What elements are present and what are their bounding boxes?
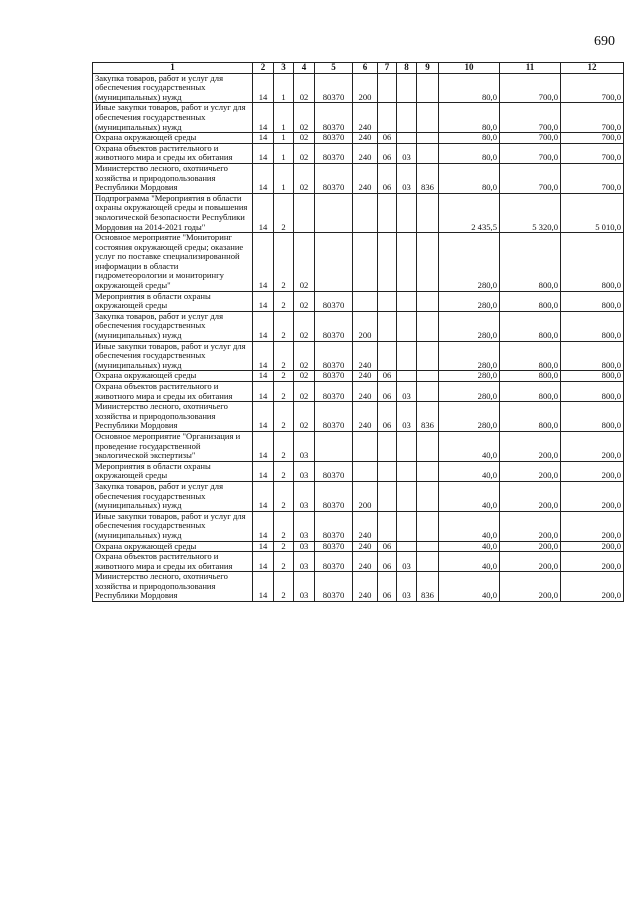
amount-10-cell: 280,0 xyxy=(439,311,500,341)
amount-11-cell: 700,0 xyxy=(500,163,561,193)
code-8-cell xyxy=(397,193,417,232)
amount-10-cell: 280,0 xyxy=(439,291,500,311)
code-6-cell: 240 xyxy=(353,382,378,402)
description-cell: Мероприятия в области охраны окружающей среды xyxy=(93,461,253,481)
description-cell: Иные закупки товаров, работ и услуг для обеспечения государственных (муниципальных) нужд xyxy=(93,341,253,371)
code-2-cell: 14 xyxy=(253,163,274,193)
code-4-cell: 02 xyxy=(294,233,315,292)
col-header: 10 xyxy=(439,63,500,74)
code-5-cell xyxy=(315,233,353,292)
code-3-cell: 2 xyxy=(274,552,294,572)
code-6-cell: 240 xyxy=(353,143,378,163)
code-9-cell xyxy=(417,541,439,552)
code-8-cell xyxy=(397,291,417,311)
code-7-cell xyxy=(378,431,397,461)
code-8-cell xyxy=(397,73,417,103)
code-3-cell: 2 xyxy=(274,382,294,402)
table-row xyxy=(93,431,624,461)
code-7-cell: 06 xyxy=(378,572,397,602)
description-cell: Закупка товаров, работ и услуг для обеспечения государственных (муниципальных) нужд xyxy=(93,481,253,511)
code-4-cell: 02 xyxy=(294,371,315,382)
code-2-cell: 14 xyxy=(253,382,274,402)
table-row xyxy=(93,552,624,572)
table-row xyxy=(93,402,624,432)
code-5-cell: 80370 xyxy=(315,552,353,572)
code-3-cell: 2 xyxy=(274,193,294,232)
code-2-cell: 14 xyxy=(253,371,274,382)
description-cell: Иные закупки товаров, работ и услуг для обеспечения государственных (муниципальных) нужд xyxy=(93,103,253,133)
code-7-cell xyxy=(378,103,397,133)
amount-10-cell: 40,0 xyxy=(439,552,500,572)
description-cell: Охрана окружающей среды xyxy=(93,541,253,552)
code-9-cell: 836 xyxy=(417,163,439,193)
code-3-cell: 2 xyxy=(274,311,294,341)
amount-10-cell: 280,0 xyxy=(439,402,500,432)
code-4-cell: 02 xyxy=(294,341,315,371)
amount-10-cell: 40,0 xyxy=(439,481,500,511)
amount-12-cell: 700,0 xyxy=(561,73,624,103)
code-6-cell xyxy=(353,233,378,292)
code-6-cell: 240 xyxy=(353,511,378,541)
code-3-cell: 1 xyxy=(274,73,294,103)
col-header: 2 xyxy=(253,63,274,74)
amount-11-cell: 700,0 xyxy=(500,133,561,144)
code-8-cell xyxy=(397,541,417,552)
amount-12-cell: 800,0 xyxy=(561,291,624,311)
code-3-cell: 2 xyxy=(274,572,294,602)
code-7-cell: 06 xyxy=(378,163,397,193)
code-6-cell xyxy=(353,431,378,461)
table-row xyxy=(93,461,624,481)
table-row xyxy=(93,193,624,232)
code-7-cell: 06 xyxy=(378,541,397,552)
description-cell: Закупка товаров, работ и услуг для обеспечения государственных (муниципальных) нужд xyxy=(93,311,253,341)
code-6-cell: 240 xyxy=(353,371,378,382)
col-header: 4 xyxy=(294,63,315,74)
code-4-cell: 03 xyxy=(294,511,315,541)
code-2-cell: 14 xyxy=(253,133,274,144)
code-7-cell xyxy=(378,481,397,511)
amount-11-cell: 800,0 xyxy=(500,291,561,311)
description-cell: Мероприятия в области охраны окружающей среды xyxy=(93,291,253,311)
amount-10-cell: 40,0 xyxy=(439,541,500,552)
amount-11-cell: 800,0 xyxy=(500,402,561,432)
table-row xyxy=(93,291,624,311)
code-4-cell: 03 xyxy=(294,461,315,481)
code-8-cell xyxy=(397,371,417,382)
code-8-cell: 03 xyxy=(397,143,417,163)
code-5-cell: 80370 xyxy=(315,311,353,341)
code-9-cell xyxy=(417,103,439,133)
code-7-cell: 06 xyxy=(378,371,397,382)
code-5-cell: 80370 xyxy=(315,461,353,481)
code-9-cell xyxy=(417,552,439,572)
amount-10-cell: 40,0 xyxy=(439,461,500,481)
code-4-cell: 02 xyxy=(294,291,315,311)
code-2-cell: 14 xyxy=(253,572,274,602)
amount-11-cell: 800,0 xyxy=(500,233,561,292)
amount-10-cell: 280,0 xyxy=(439,233,500,292)
table-row xyxy=(93,371,624,382)
code-4-cell: 03 xyxy=(294,541,315,552)
code-8-cell: 03 xyxy=(397,402,417,432)
code-6-cell: 240 xyxy=(353,103,378,133)
table-row xyxy=(93,572,624,602)
description-cell: Основное мероприятие "Организация и проведение государственной экологической экспертизы" xyxy=(93,431,253,461)
code-3-cell: 1 xyxy=(274,133,294,144)
col-header: 11 xyxy=(500,63,561,74)
amount-11-cell: 200,0 xyxy=(500,461,561,481)
code-4-cell: 02 xyxy=(294,311,315,341)
amount-10-cell: 80,0 xyxy=(439,103,500,133)
code-8-cell xyxy=(397,233,417,292)
description-cell: Министерство лесного, охотничьего хозяйства и природопользования Республики Мордовия xyxy=(93,163,253,193)
code-9-cell xyxy=(417,291,439,311)
code-4-cell: 02 xyxy=(294,103,315,133)
code-9-cell xyxy=(417,461,439,481)
table-row xyxy=(93,311,624,341)
table-row xyxy=(93,341,624,371)
code-7-cell xyxy=(378,461,397,481)
description-cell: Закупка товаров, работ и услуг для обеспечения государственных (муниципальных) нужд xyxy=(93,73,253,103)
code-6-cell: 200 xyxy=(353,73,378,103)
code-2-cell: 14 xyxy=(253,552,274,572)
code-3-cell: 2 xyxy=(274,402,294,432)
amount-12-cell: 200,0 xyxy=(561,541,624,552)
amount-12-cell: 200,0 xyxy=(561,552,624,572)
code-8-cell xyxy=(397,311,417,341)
amount-11-cell: 200,0 xyxy=(500,541,561,552)
code-5-cell xyxy=(315,193,353,232)
code-9-cell: 836 xyxy=(417,572,439,602)
code-3-cell: 2 xyxy=(274,541,294,552)
code-4-cell: 02 xyxy=(294,382,315,402)
description-cell: Охрана объектов растительного и животного мира и среды их обитания xyxy=(93,143,253,163)
description-cell: Подпрограмма "Мероприятия в области охраны окружающей среды и повышения экологической безопасности Республики Мордовия на 2014-2021 годы" xyxy=(93,193,253,232)
code-4-cell: 02 xyxy=(294,163,315,193)
code-3-cell: 1 xyxy=(274,163,294,193)
code-2-cell: 14 xyxy=(253,193,274,232)
code-5-cell: 80370 xyxy=(315,371,353,382)
code-8-cell xyxy=(397,461,417,481)
code-9-cell xyxy=(417,341,439,371)
amount-11-cell: 700,0 xyxy=(500,73,561,103)
code-7-cell xyxy=(378,341,397,371)
code-8-cell: 03 xyxy=(397,552,417,572)
code-9-cell xyxy=(417,143,439,163)
amount-12-cell: 800,0 xyxy=(561,382,624,402)
code-9-cell xyxy=(417,481,439,511)
col-header: 8 xyxy=(397,63,417,74)
code-4-cell: 02 xyxy=(294,402,315,432)
code-5-cell xyxy=(315,431,353,461)
code-8-cell: 03 xyxy=(397,163,417,193)
code-5-cell: 80370 xyxy=(315,402,353,432)
code-5-cell: 80370 xyxy=(315,541,353,552)
code-7-cell: 06 xyxy=(378,552,397,572)
amount-11-cell: 700,0 xyxy=(500,143,561,163)
code-2-cell: 14 xyxy=(253,402,274,432)
code-3-cell: 2 xyxy=(274,341,294,371)
amount-10-cell: 280,0 xyxy=(439,382,500,402)
code-9-cell xyxy=(417,511,439,541)
amount-12-cell: 200,0 xyxy=(561,461,624,481)
code-9-cell xyxy=(417,431,439,461)
amount-11-cell: 200,0 xyxy=(500,481,561,511)
amount-11-cell: 800,0 xyxy=(500,371,561,382)
code-2-cell: 14 xyxy=(253,311,274,341)
code-3-cell: 2 xyxy=(274,233,294,292)
code-6-cell: 240 xyxy=(353,133,378,144)
amount-12-cell: 800,0 xyxy=(561,402,624,432)
table-row xyxy=(93,143,624,163)
code-6-cell: 200 xyxy=(353,481,378,511)
amount-11-cell: 200,0 xyxy=(500,572,561,602)
code-3-cell: 2 xyxy=(274,511,294,541)
code-2-cell: 14 xyxy=(253,511,274,541)
code-3-cell: 2 xyxy=(274,461,294,481)
code-4-cell: 03 xyxy=(294,481,315,511)
amount-12-cell: 700,0 xyxy=(561,163,624,193)
amount-10-cell: 80,0 xyxy=(439,73,500,103)
col-header: 6 xyxy=(353,63,378,74)
code-3-cell: 2 xyxy=(274,371,294,382)
code-2-cell: 14 xyxy=(253,541,274,552)
code-2-cell: 14 xyxy=(253,341,274,371)
amount-11-cell: 200,0 xyxy=(500,431,561,461)
amount-10-cell: 40,0 xyxy=(439,572,500,602)
code-6-cell: 240 xyxy=(353,341,378,371)
code-5-cell: 80370 xyxy=(315,163,353,193)
amount-12-cell: 700,0 xyxy=(561,143,624,163)
code-6-cell xyxy=(353,193,378,232)
amount-10-cell: 2 435,5 xyxy=(439,193,500,232)
amount-11-cell: 700,0 xyxy=(500,103,561,133)
code-5-cell: 80370 xyxy=(315,291,353,311)
code-5-cell: 80370 xyxy=(315,572,353,602)
code-2-cell: 14 xyxy=(253,481,274,511)
code-2-cell: 14 xyxy=(253,73,274,103)
code-3-cell: 1 xyxy=(274,103,294,133)
amount-11-cell: 5 320,0 xyxy=(500,193,561,232)
table-row xyxy=(93,541,624,552)
code-5-cell: 80370 xyxy=(315,73,353,103)
code-4-cell: 02 xyxy=(294,73,315,103)
amount-10-cell: 40,0 xyxy=(439,511,500,541)
code-4-cell: 03 xyxy=(294,431,315,461)
amount-11-cell: 800,0 xyxy=(500,341,561,371)
code-9-cell xyxy=(417,193,439,232)
amount-11-cell: 800,0 xyxy=(500,311,561,341)
amount-12-cell: 200,0 xyxy=(561,511,624,541)
table-row xyxy=(93,133,624,144)
code-5-cell: 80370 xyxy=(315,511,353,541)
code-2-cell: 14 xyxy=(253,461,274,481)
code-6-cell: 240 xyxy=(353,163,378,193)
code-8-cell xyxy=(397,103,417,133)
code-6-cell: 240 xyxy=(353,572,378,602)
code-3-cell: 2 xyxy=(274,431,294,461)
col-header: 7 xyxy=(378,63,397,74)
code-5-cell: 80370 xyxy=(315,103,353,133)
code-2-cell: 14 xyxy=(253,103,274,133)
code-7-cell xyxy=(378,291,397,311)
code-5-cell: 80370 xyxy=(315,143,353,163)
header-row xyxy=(93,63,624,74)
code-5-cell: 80370 xyxy=(315,481,353,511)
table-row xyxy=(93,481,624,511)
amount-12-cell: 200,0 xyxy=(561,431,624,461)
amount-12-cell: 5 010,0 xyxy=(561,193,624,232)
code-7-cell: 06 xyxy=(378,402,397,432)
code-9-cell: 836 xyxy=(417,402,439,432)
code-4-cell xyxy=(294,193,315,232)
amount-11-cell: 800,0 xyxy=(500,382,561,402)
amount-10-cell: 280,0 xyxy=(439,341,500,371)
code-8-cell xyxy=(397,341,417,371)
code-7-cell xyxy=(378,193,397,232)
code-7-cell xyxy=(378,73,397,103)
amount-10-cell: 80,0 xyxy=(439,163,500,193)
table-row xyxy=(93,103,624,133)
amount-12-cell: 800,0 xyxy=(561,233,624,292)
table-row xyxy=(93,511,624,541)
amount-11-cell: 200,0 xyxy=(500,511,561,541)
code-8-cell: 03 xyxy=(397,572,417,602)
table-row xyxy=(93,163,624,193)
col-header: 12 xyxy=(561,63,624,74)
code-6-cell: 240 xyxy=(353,541,378,552)
col-header: 5 xyxy=(315,63,353,74)
col-header: 3 xyxy=(274,63,294,74)
code-7-cell xyxy=(378,311,397,341)
amount-12-cell: 800,0 xyxy=(561,341,624,371)
code-7-cell: 06 xyxy=(378,143,397,163)
code-4-cell: 03 xyxy=(294,572,315,602)
code-9-cell xyxy=(417,382,439,402)
code-9-cell xyxy=(417,371,439,382)
col-header: 9 xyxy=(417,63,439,74)
amount-12-cell: 700,0 xyxy=(561,133,624,144)
amount-12-cell: 200,0 xyxy=(561,572,624,602)
amount-12-cell: 800,0 xyxy=(561,311,624,341)
amount-10-cell: 80,0 xyxy=(439,133,500,144)
code-7-cell xyxy=(378,233,397,292)
amount-12-cell: 800,0 xyxy=(561,371,624,382)
code-3-cell: 2 xyxy=(274,481,294,511)
code-4-cell: 03 xyxy=(294,552,315,572)
code-9-cell xyxy=(417,73,439,103)
code-7-cell xyxy=(378,511,397,541)
code-4-cell: 02 xyxy=(294,143,315,163)
table-row xyxy=(93,233,624,292)
amount-10-cell: 80,0 xyxy=(439,143,500,163)
code-9-cell xyxy=(417,133,439,144)
code-2-cell: 14 xyxy=(253,143,274,163)
description-cell: Основное мероприятие "Мониторинг состояния окружающей среды; оказание услуг по поставке специализированной информации в области гидрометеорологии и мониторингу окружающей среды" xyxy=(93,233,253,292)
code-2-cell: 14 xyxy=(253,431,274,461)
code-8-cell xyxy=(397,431,417,461)
code-6-cell: 240 xyxy=(353,402,378,432)
description-cell: Министерство лесного, охотничьего хозяйства и природопользования Республики Мордовия xyxy=(93,572,253,602)
amount-11-cell: 200,0 xyxy=(500,552,561,572)
description-cell: Охрана объектов растительного и животного мира и среды их обитания xyxy=(93,382,253,402)
code-8-cell xyxy=(397,511,417,541)
table-row xyxy=(93,382,624,402)
description-cell: Охрана окружающей среды xyxy=(93,371,253,382)
page-number: 690 xyxy=(594,34,615,49)
description-cell: Министерство лесного, охотничьего хозяйства и природопользования Республики Мордовия xyxy=(93,402,253,432)
code-3-cell: 1 xyxy=(274,143,294,163)
code-5-cell: 80370 xyxy=(315,341,353,371)
code-2-cell: 14 xyxy=(253,233,274,292)
amount-12-cell: 200,0 xyxy=(561,481,624,511)
code-7-cell: 06 xyxy=(378,133,397,144)
code-9-cell xyxy=(417,233,439,292)
code-8-cell xyxy=(397,133,417,144)
amount-12-cell: 700,0 xyxy=(561,103,624,133)
code-6-cell: 240 xyxy=(353,552,378,572)
code-6-cell xyxy=(353,291,378,311)
description-cell: Охрана объектов растительного и животного мира и среды их обитания xyxy=(93,552,253,572)
code-8-cell: 03 xyxy=(397,382,417,402)
amount-10-cell: 280,0 xyxy=(439,371,500,382)
table-row xyxy=(93,73,624,103)
description-cell: Охрана окружающей среды xyxy=(93,133,253,144)
code-3-cell: 2 xyxy=(274,291,294,311)
code-4-cell: 02 xyxy=(294,133,315,144)
description-cell: Иные закупки товаров, работ и услуг для обеспечения государственных (муниципальных) нужд xyxy=(93,511,253,541)
code-9-cell xyxy=(417,311,439,341)
budget-table xyxy=(92,62,624,602)
col-header: 1 xyxy=(93,63,253,74)
code-5-cell: 80370 xyxy=(315,382,353,402)
code-7-cell: 06 xyxy=(378,382,397,402)
code-6-cell: 200 xyxy=(353,311,378,341)
code-6-cell xyxy=(353,461,378,481)
code-5-cell: 80370 xyxy=(315,133,353,144)
code-2-cell: 14 xyxy=(253,291,274,311)
amount-10-cell: 40,0 xyxy=(439,431,500,461)
code-8-cell xyxy=(397,481,417,511)
